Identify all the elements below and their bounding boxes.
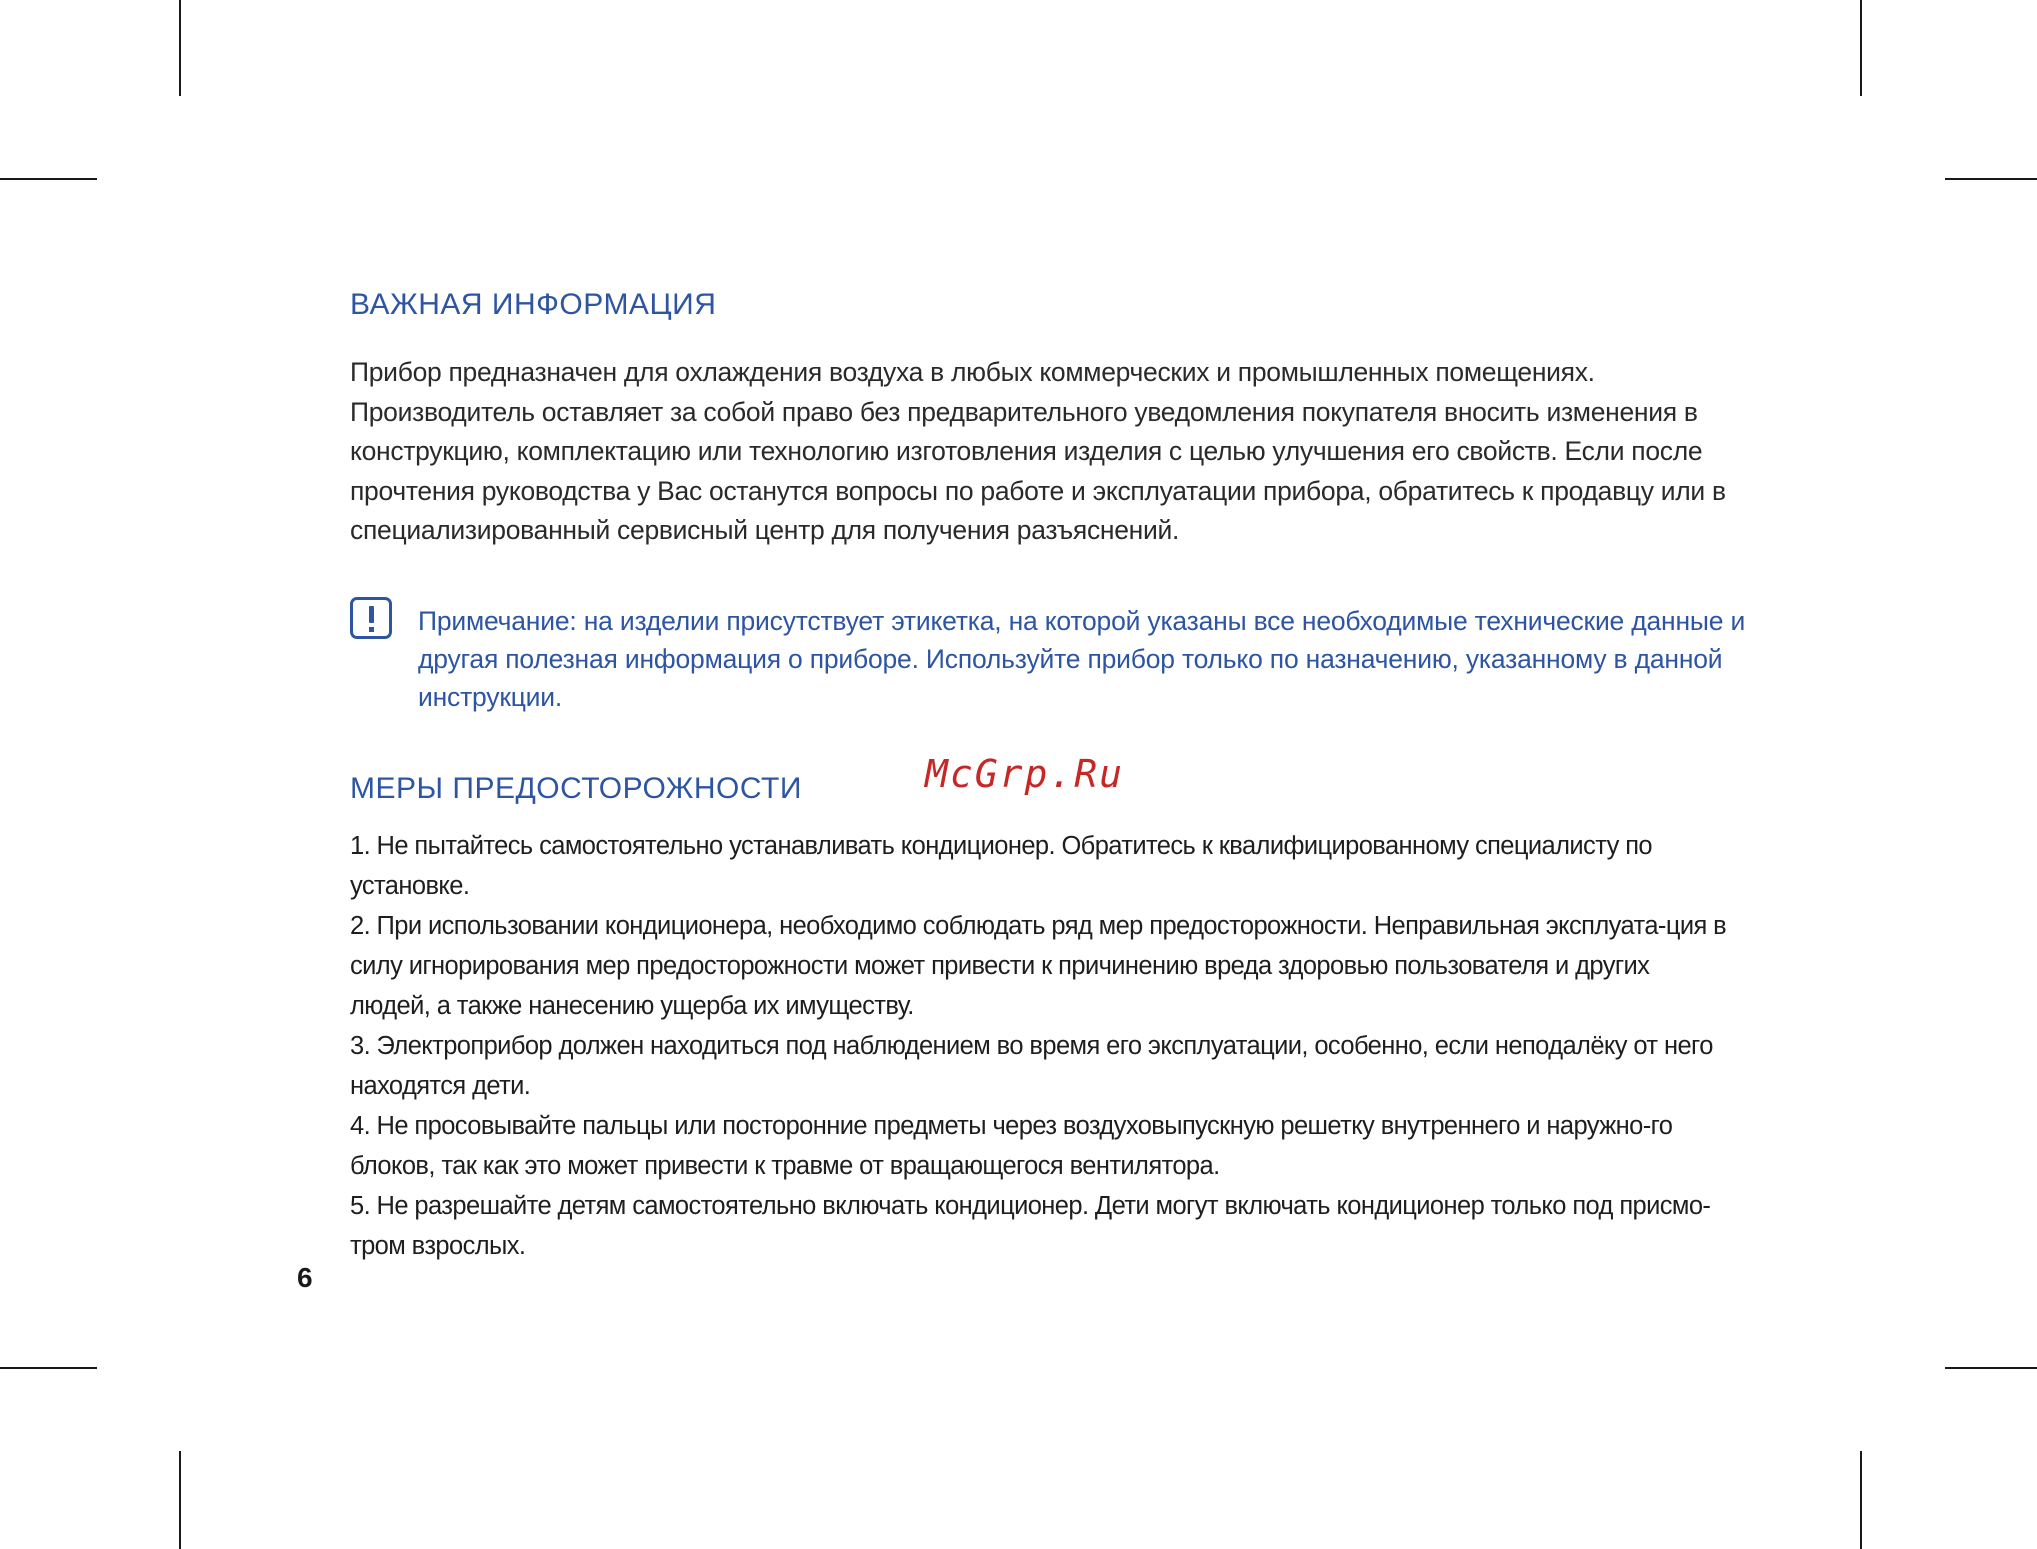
exclamation-dot xyxy=(369,627,374,632)
important-info-heading: ВАЖНАЯ ИНФОРМАЦИЯ xyxy=(350,288,717,321)
precaution-item: 1. Не пытайтесь самостоятельно устанавливать кондиционер. Обратитесь к квалифицированному специалисту по установке. xyxy=(350,832,1652,900)
precaution-item: 3. Электроприбор должен находиться под наблюдением во время его эксплуатации, особенно, если неподалёку от него находятся дети. xyxy=(350,1032,1713,1100)
watermark-link[interactable]: McGrp.Ru xyxy=(925,752,1125,796)
crop-mark-right-bottom xyxy=(1945,1367,2037,1369)
crop-mark-left-bottom xyxy=(0,1367,97,1369)
crop-mark-left-top xyxy=(0,178,97,180)
important-info-paragraph: Прибор предназначен для охлаждения воздуха в любых коммерческих и промышленных помещениях. Производитель оставляет за собой право без предварительного уведомления покупателя вносить изменения в конструкцию, комплектацию или технологию изготовления изделия с целью улучшения его свойств. Если после прочтения руководства у Вас останутся вопросы по работе и эксплуатации прибора, обратитесь к продавцу или в специализированный сервисный центр для получения разъяснений. xyxy=(350,357,1726,545)
precaution-item: 2. При использовании кондиционера, необходимо соблюдать ряд мер предосторожности. Неправильная эксплуата-ция в силу игнорирования мер предосторожности может привести к причинению вреда здоровью пользователя и других людей, а также нанесению ущерба их имуществу. xyxy=(350,912,1727,1020)
crop-mark-top-right xyxy=(1860,0,1862,96)
exclamation-bar xyxy=(369,606,374,623)
crop-mark-right-top xyxy=(1945,178,2037,180)
precautions-heading: МЕРЫ ПРЕДОСТОРОЖНОСТИ xyxy=(350,772,802,805)
note-text: Примечание: на изделии присутствует этикетка, на которой указаны все необходимые технические данные и другая полезная информация о приборе. Используйте прибор только по назначению, указанному в данной инструкции. xyxy=(418,606,1746,712)
precaution-item: 4. Не просовывайте пальцы или посторонние предметы через воздуховыпускную решетку внутреннего и наружно-го блоков, так как это может привести к травме от вращающегося вентилятора. xyxy=(350,1112,1673,1180)
crop-mark-bottom-left xyxy=(179,1451,181,1549)
exclamation-icon xyxy=(350,597,392,639)
precautions-list xyxy=(350,826,1735,1266)
precaution-item: 5. Не разрешайте детям самостоятельно включать кондиционер. Дети могут включать кондиционер только под присмо-тром взрослых. xyxy=(350,1192,1711,1260)
crop-mark-bottom-right xyxy=(1860,1451,1862,1549)
page-number: 6 xyxy=(297,1262,313,1293)
crop-mark-top-left xyxy=(179,0,181,96)
